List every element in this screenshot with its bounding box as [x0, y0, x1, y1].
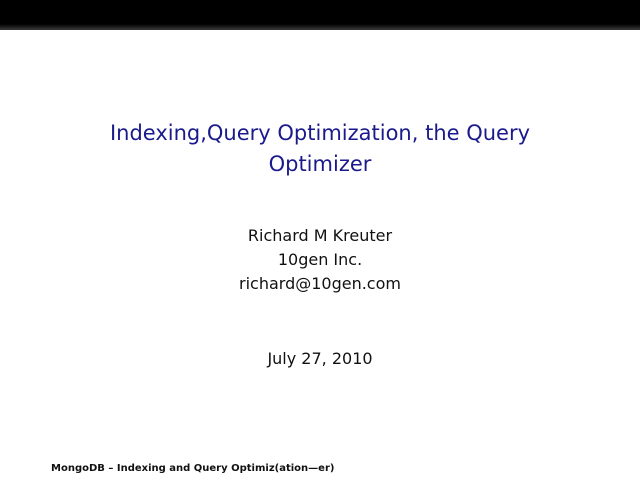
slide-title-line-1: Indexing,Query Optimization, the Query — [109, 121, 531, 145]
author-block — [0, 224, 640, 296]
slide-footer: MongoDB – Indexing and Query Optimiz(ation—er) — [51, 463, 335, 474]
slide-title-line-2: Optimizer — [268, 152, 372, 176]
author-email: richard@10gen.com — [239, 274, 401, 293]
author-organization: 10gen Inc. — [277, 250, 363, 269]
slide-title — [0, 118, 640, 180]
top-header-bar — [0, 0, 640, 30]
presentation-date: July 27, 2010 — [267, 349, 373, 368]
author-name: Richard M Kreuter — [247, 226, 393, 245]
